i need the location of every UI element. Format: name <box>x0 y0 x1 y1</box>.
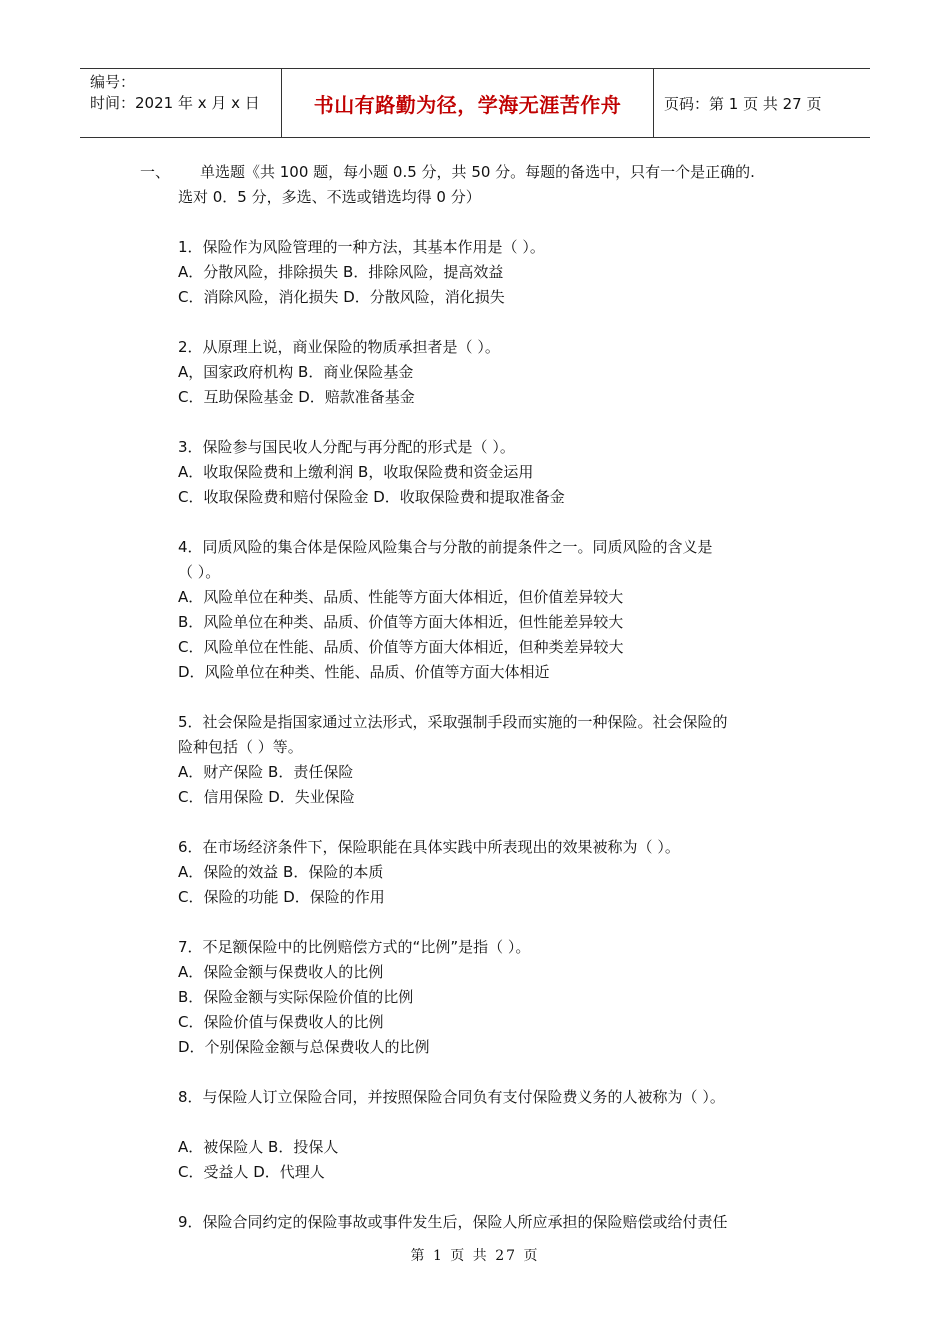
page-header <box>80 68 870 138</box>
header-meta <box>80 69 282 137</box>
document-body <box>140 160 820 1235</box>
question-line: C．风险单位在性能、品质、价值等方面大体相近，但种类差异较大 <box>178 638 624 656</box>
question-line: C．信用保险 D．失业保险 <box>178 788 355 806</box>
question-stem: 9．保险合同约定的保险事故或事件发生后，保险人所应承担的保险赔偿或给付责任 <box>178 1213 728 1231</box>
question-line: A．财产保险 B．责任保险 <box>178 763 354 781</box>
question-line: A．保险金额与保费收人的比例 <box>178 963 384 981</box>
question-item <box>140 935 820 1060</box>
question-list <box>140 235 820 1235</box>
document-number-label: 编号： <box>90 73 136 91</box>
question-line: A．风险单位在种类、品质、性能等方面大体相近，但价值差异较大 <box>178 588 624 606</box>
question-stem: 6．在市场经济条件下，保险职能在具体实践中所表现出的效果被称为（ ）。 <box>178 838 680 856</box>
question-stem: 8．与保险人订立保险合同，并按照保险合同负有支付保险费义务的人被称为（ ）。 <box>178 1088 725 1106</box>
question-line: 险种包括（ ）等。 <box>178 738 303 756</box>
question-line: A．分散风险，排除损失 B．排除风险，提高效益 <box>178 263 504 281</box>
question-line: C．受益人 D．代理人 <box>178 1163 325 1181</box>
page-footer: 第 1 页 共 27 页 <box>410 1248 540 1264</box>
question-item <box>140 535 820 685</box>
question-line: B．保险金额与实际保险价值的比例 <box>178 988 414 1006</box>
question-line: A．保险的效益 B．保险的本质 <box>178 863 384 881</box>
question-line: A．被保险人 B．投保人 <box>178 1138 339 1156</box>
question-stem: 4．同质风险的集合体是保险风险集合与分散的前提条件之一。同质风险的含义是 <box>178 538 713 556</box>
section-number: 一、 <box>140 163 171 181</box>
question-item <box>140 235 820 310</box>
question-stem: 3．保险参与国民收人分配与再分配的形式是（ ）。 <box>178 438 515 456</box>
question-line: B．风险单位在种类、品质、价值等方面大体相近，但性能差异较大 <box>178 613 624 631</box>
question-line: C．保险的功能 D．保险的作用 <box>178 888 385 906</box>
question-line: D．风险单位在种类、性能、品质、价值等方面大体相近 <box>178 663 550 681</box>
question-line: D．个别保险金额与总保费收人的比例 <box>178 1038 430 1056</box>
document-time: 时间：2021 年 x 月 x 日 <box>90 94 260 112</box>
question-item <box>140 335 820 410</box>
question-line: A．收取保险费和上缴利润 B，收取保险费和资金运用 <box>178 463 534 481</box>
question-item <box>140 835 820 910</box>
question-item <box>140 435 820 510</box>
question-line: （ ）。 <box>178 563 221 581</box>
header-motto: 书山有路勤为径，学海无涯苦作舟 <box>282 69 654 137</box>
question-stem: 7．不足额保险中的比例赔偿方式的“比例”是指（ ）。 <box>178 938 531 956</box>
question-line: C．互助保险基金 D．赔款准备基金 <box>178 388 415 406</box>
header-page-info: 页码：第 1 页 共 27 页 <box>664 94 822 113</box>
section-title-line2: 选对 0．5 分，多选、不选或错选均得 0 分） <box>178 188 481 206</box>
question-line: C．保险价值与保费收人的比例 <box>178 1013 384 1031</box>
question-line <box>178 1110 820 1135</box>
question-item <box>140 710 820 810</box>
section-heading <box>140 160 820 185</box>
question-stem: 5．社会保险是指国家通过立法形式，采取强制手段而实施的一种保险。社会保险的 <box>178 713 728 731</box>
question-line: C．消除风险，消化损失 D．分散风险，消化损失 <box>178 288 505 306</box>
question-line: C．收取保险费和赔付保险金 D．收取保险费和提取准备金 <box>178 488 565 506</box>
question-item <box>140 1210 820 1235</box>
question-item <box>140 1085 820 1185</box>
section-title-line1: 单选题《共 100 题，每小题 0.5 分，共 50 分。每题的备选中，只有一个是正确的. <box>200 163 755 181</box>
question-stem: 2．从原理上说，商业保险的物质承担者是（ ）。 <box>178 338 500 356</box>
question-stem: 1．保险作为风险管理的一种方法，其基本作用是（ ）。 <box>178 238 545 256</box>
question-line: A，国家政府机构 B．商业保险基金 <box>178 363 414 381</box>
